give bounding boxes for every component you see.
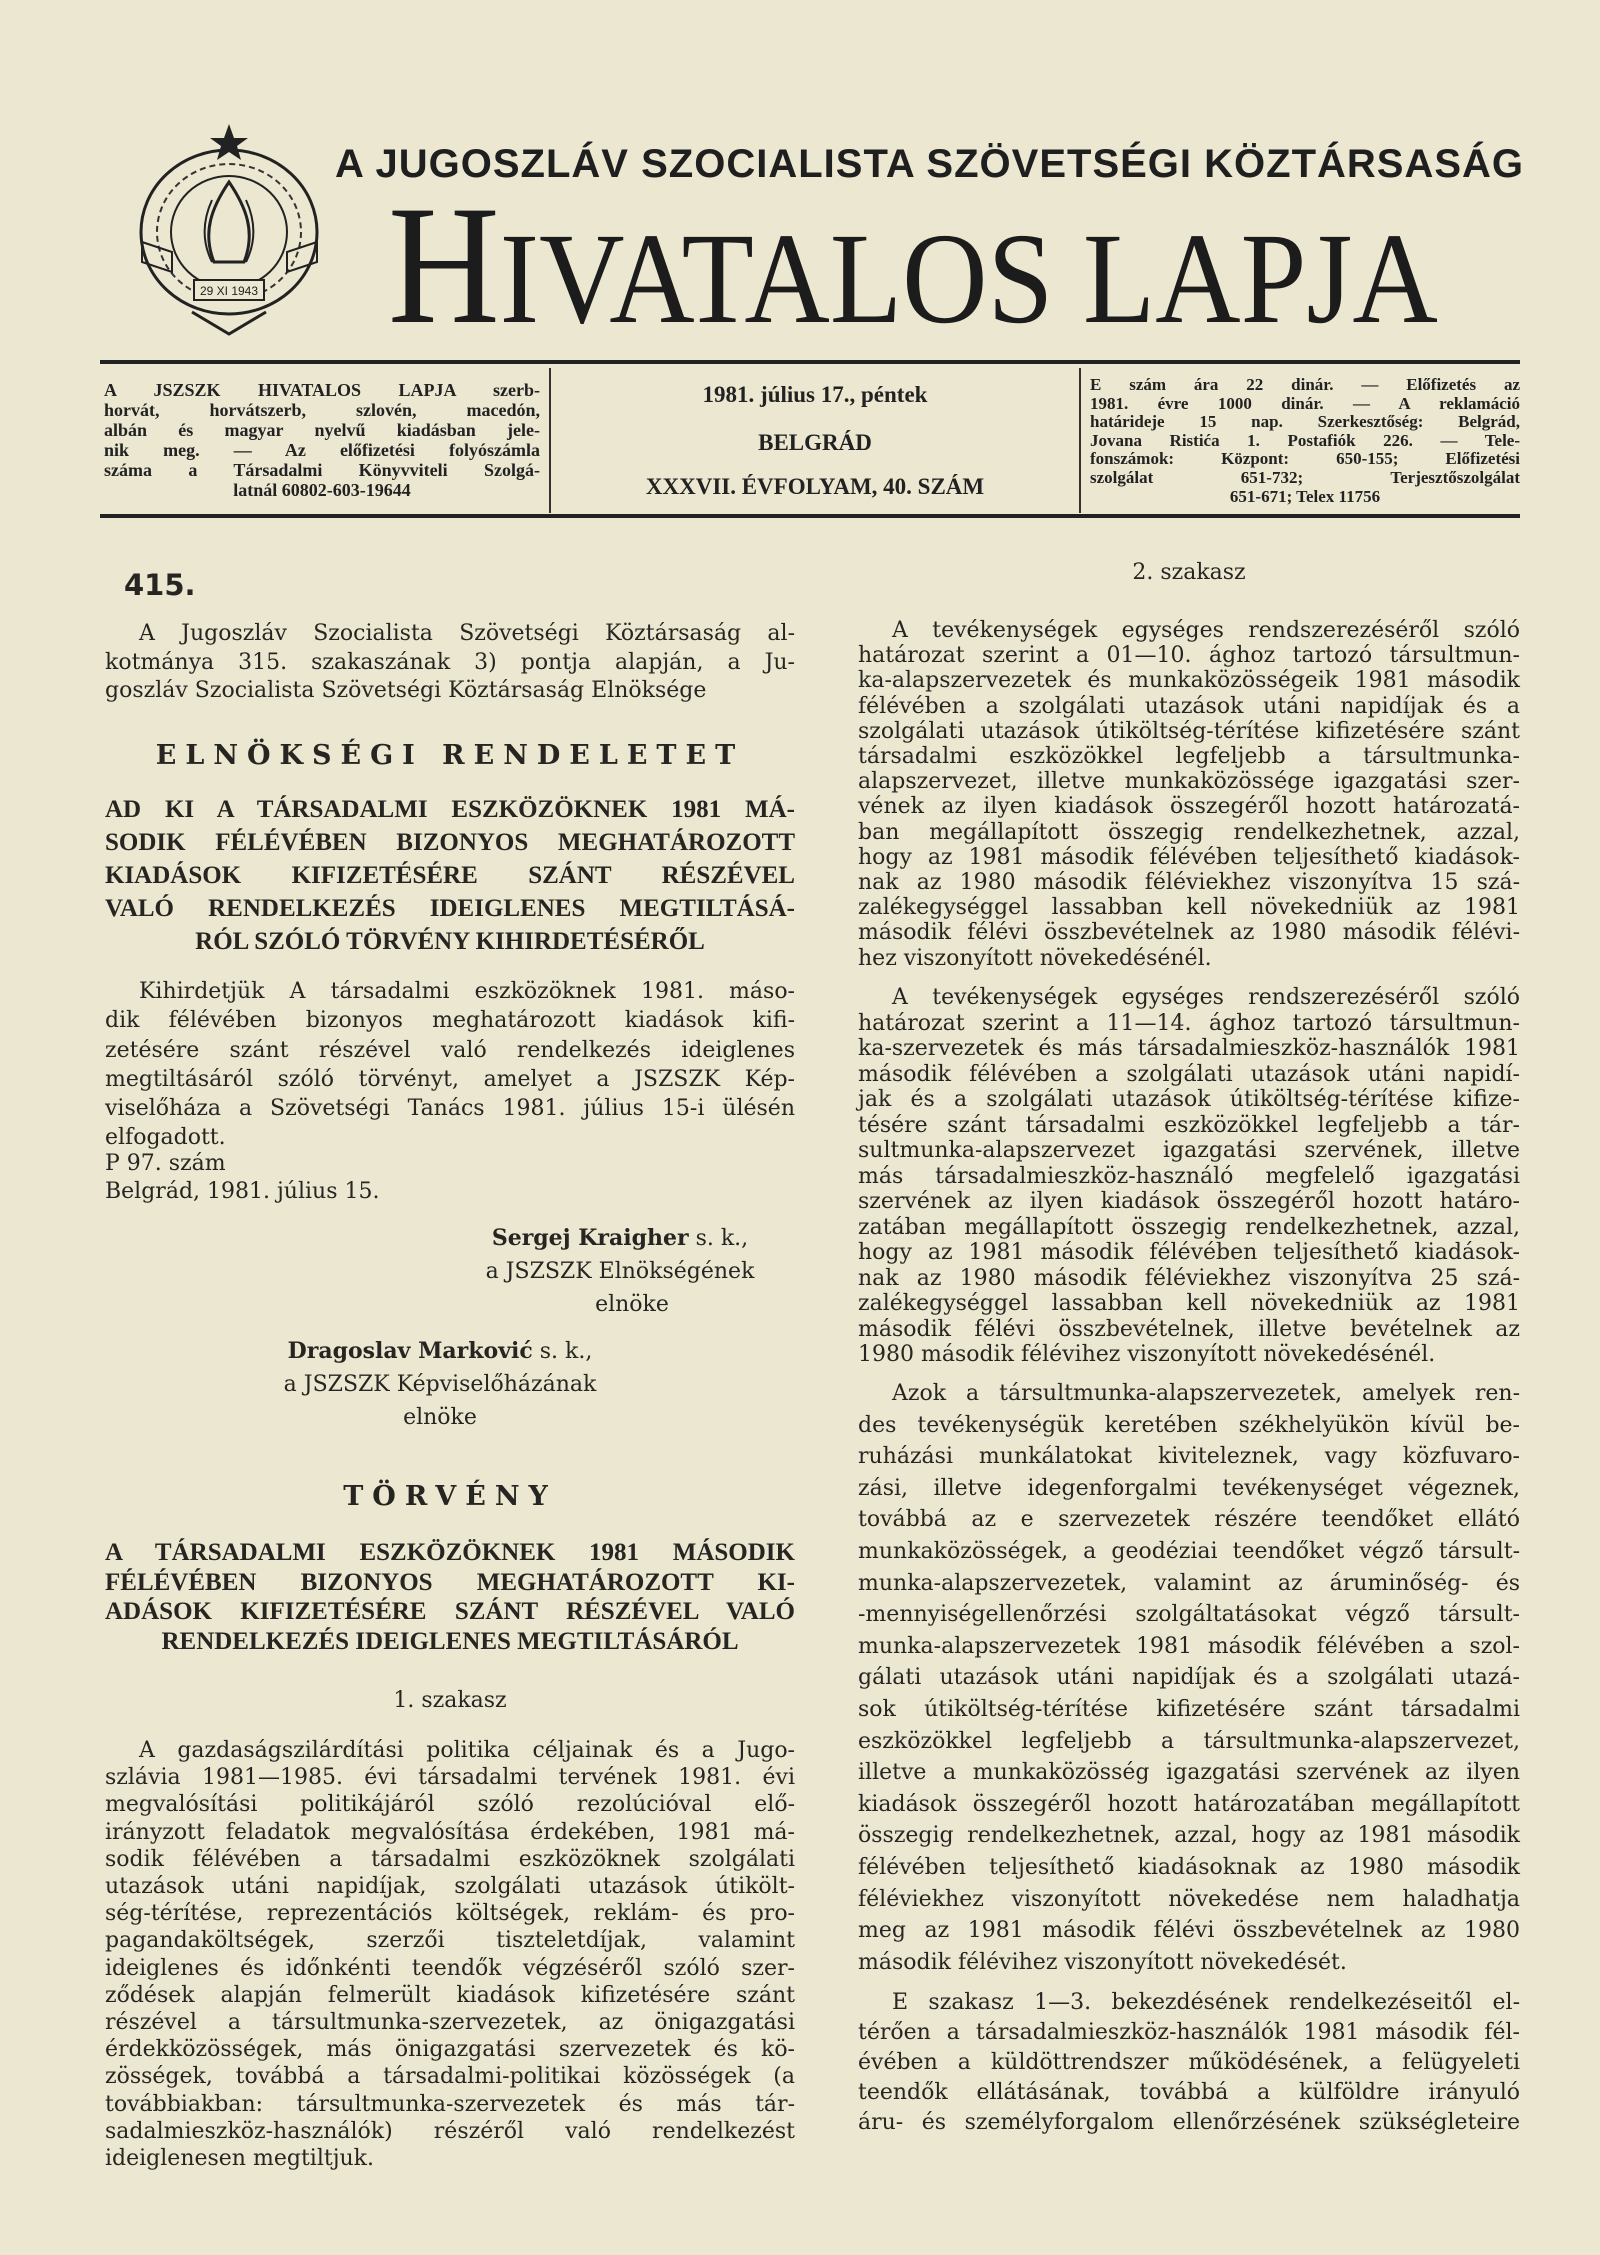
text-line: ideiglenes és időnkénti teendők végzéséről szóló szer- [105, 1955, 795, 1981]
text-line: zalékegységgel lassabban kell növekedniük az 1981 [858, 895, 1520, 921]
crest-date-ribbon: 29 XI 1943 [199, 284, 259, 298]
text-line: 1980 második félévihez viszonyított növekedésénél. [858, 1342, 1436, 1367]
item-number: 415. [124, 568, 196, 602]
text-line: határozat szerint a 01—10. ághoz tartozó társultmun- [858, 643, 1520, 669]
text-line: ka-szervezetek és más társadalmieszköz-használók 1981 [858, 1036, 1520, 1061]
text-line: jak és a szolgálati utazások útiköltség-térítése kifize- [858, 1087, 1520, 1112]
section-2-heading: 2. szakasz [1132, 560, 1246, 585]
text-line: munka-alapszervezetek, valamint az áruminőség- és [858, 1570, 1520, 1596]
text-line: félévében a szolgálati utazások utáni napidíjak és a [858, 693, 1520, 719]
text-line: RENDELKEZÉS IDEIGLENES MEGTILTÁSÁRÓL [161, 1627, 739, 1655]
text-line: zösségek, továbbá a társadalmi-politikai közösségek (a [105, 2064, 795, 2090]
text-line: utazások utáni napidíjak, szolgálati utazások útikölt- [105, 1874, 795, 1900]
reference-block [105, 1150, 379, 1206]
text-line: második félévében a szolgálati utazások utáni napidí- [858, 1061, 1520, 1087]
text-line: érdekközösségek, más önigazgatási szervezetek és kö- [105, 2037, 795, 2063]
signatory-title: elnöke [403, 1405, 477, 1430]
issue-date: 1981. július 17., péntek [702, 382, 928, 407]
issue-number: XXXVII. ÉVFOLYAM, 40. SZÁM [645, 474, 985, 499]
text-line: szolgálati utazások útiköltség-térítése kifizetésére szánt [858, 718, 1520, 744]
text-line: des tevékenységük keretében székhelyükön kívül be- [858, 1412, 1520, 1438]
law-heading: TÖRVÉNY [343, 1481, 557, 1512]
header-top-rule [100, 360, 1520, 364]
text-line: ban megállapított összegig rendelkezhetnek, azzal, [858, 819, 1520, 845]
section-2-paragraph-3 [858, 1378, 1520, 1978]
signature-suffix: s. k., [695, 1226, 749, 1251]
section-2-paragraph-2 [858, 985, 1520, 1368]
price-contact-info [1090, 376, 1520, 506]
signatory-role: a JSZSZK Képviselőházának [283, 1372, 597, 1397]
text-line: -mennyiségellenőrzési szolgáltatásokat végző társult- [858, 1602, 1520, 1628]
section-2-paragraph-4 [858, 1988, 1520, 2138]
intro-paragraph [105, 620, 795, 706]
text-line: félévében teljesíthető kiadásoknak az 1980 második [858, 1854, 1520, 1880]
text-line: KIADÁSOK KIFIZETÉSÉRE SZÁNT RÉSZÉVEL [105, 862, 795, 889]
signature-block [250, 1335, 630, 1434]
text-line: FÉLÉVÉBEN BIZONYOS MEGHATÁROZOTT KI- [105, 1568, 795, 1596]
text-line: VALÓ RENDELKEZÉS IDEIGLENES MEGTILTÁSÁ- [105, 895, 795, 922]
text-line: más társadalmieszköz-használó megfelelő igazgatási [858, 1163, 1520, 1189]
signature-suffix: s. k., [539, 1339, 593, 1364]
text-line: zási, illetve idegenforgalmi tevékenységet végeznek, [858, 1475, 1520, 1501]
text-line: fonszámok: Központ: 650-155; Előfizetési [1090, 449, 1520, 469]
text-line: Jovana Ristića 1. Postafiók 226. — Tele- [1090, 430, 1520, 450]
text-line: sodik félévében a társadalmi eszközöknek szolgálati [105, 1846, 795, 1872]
text-line: ADÁSOK KIFIZETÉSÉRE SZÁNT RÉSZÉVEL VALÓ [105, 1598, 795, 1625]
text-line: alapszervezet, illetve munkaközössége igazgatási szer- [858, 769, 1520, 795]
text-line: részével a társultmunka-szervezetek, az önigazgatási [105, 2010, 795, 2036]
header-bottom-rule [100, 514, 1520, 518]
decree-title [105, 793, 795, 958]
text-line: továbbá az e szervezetek részére teendőket ellátó [858, 1507, 1520, 1533]
text-line: eszközökkel legfeljebb a társultmunka-alapszervezet, [858, 1728, 1520, 1754]
text-line: szolgálat 651-732; Terjesztőszolgálat [1090, 467, 1520, 487]
text-line: zalékegységgel lassabban kell növekedniük az 1981 [858, 1291, 1520, 1316]
signatory-name: Dragoslav Marković [287, 1338, 533, 1364]
place-and-date: Belgrád, 1981. július 15. [105, 1179, 380, 1204]
subscription-info [104, 380, 540, 500]
text-line: nak az 1980 második féléviekhez viszonyítva 25 szá- [858, 1265, 1520, 1291]
text-line: SODIK FÉLÉVÉBEN BIZONYOS MEGHATÁROZOTT [105, 829, 795, 856]
text-line: kiadások összegéről hozott határozatában megállapított [858, 1791, 1520, 1817]
text-line: kotmánya 315. szakaszának 3) pontja alapján, a Ju- [105, 649, 795, 675]
text-line: társadalmi eszközökkel legfeljebb a társultmunka- [858, 744, 1520, 770]
text-line: gálati utazások utáni napidíjak és a szolgálati utazá- [858, 1665, 1520, 1691]
text-line: AD KI A TÁRSADALMI ESZKÖZÖKNEK 1981 MÁ- [105, 796, 795, 823]
text-line: RÓL SZÓLÓ TÖRVÉNY KIHIRDETÉSÉRŐL [195, 928, 705, 955]
text-line: megvalósítási politikájáról szóló rezolúcióval elő- [105, 1792, 795, 1818]
decree-heading: ELNÖKSÉGI RENDELETET [155, 740, 745, 771]
coat-of-arms-logo [132, 122, 327, 337]
header-divider [1079, 368, 1081, 513]
text-line: pagandaköltségek, szerzői tiszteletdíjak, valamint [105, 1928, 795, 1954]
signature-block [440, 1222, 800, 1321]
text-line: A TÁRSADALMI ESZKÖZÖKNEK 1981 MÁSODIK [105, 1539, 795, 1566]
text-line: ka-alapszervezetek és munkaközösségeik 1981 második [858, 668, 1520, 694]
text-line: ruházási munkálatokat kiviteleznek, vagy közfuvaro- [858, 1444, 1520, 1470]
text-line: dik félévében bizonyos meghatározott kiadások kifi- [105, 1008, 795, 1034]
text-line: összegig rendelkezhetnek, azzal, hogy az 1981 második [858, 1823, 1520, 1849]
text-line: A tevékenységek egységes rendszerezéséről szóló [892, 985, 1520, 1010]
text-line: zetésére szánt részével való rendelkezés ideiglenes [105, 1037, 795, 1063]
text-line: ződések alapján felmerült kiadások kifizetésére szánt [105, 1982, 795, 2008]
issue-city: BELGRÁD [758, 430, 872, 455]
text-line: tésére szánt társadalmi eszközökkel legfeljebb a tár- [858, 1112, 1520, 1138]
text-line: E szám ára 22 dinár. — Előfizetés az [1090, 375, 1520, 394]
text-line: második félévi összbevételnek, illetve bevételnek az [858, 1316, 1520, 1342]
text-line: A gazdaságszilárdítási politika céljainak és a Jugo- [139, 1738, 795, 1763]
section-2-paragraph-1 [858, 618, 1520, 971]
text-line: ideiglenesen megtiltjuk. [105, 2146, 375, 2172]
issue-info [552, 368, 1078, 508]
text-line: 651-671; Telex 11756 [1229, 486, 1381, 506]
reference-number: P 97. szám [105, 1151, 226, 1176]
text-line: továbbiakban: társultmunka-szervezetek és más tár- [105, 2091, 795, 2117]
text-line: évében a küldöttrendszer működésének, a felügyeleti [858, 2050, 1520, 2075]
text-line: illetve a munkaközösség igazgatási szervének az ilyen [858, 1760, 1520, 1786]
signatory-role: a JSZSZK Elnökségének [485, 1259, 755, 1284]
text-line: második félévi összbevételnek az 1980 második félévi- [858, 920, 1520, 946]
text-line: elfogadott. [105, 1125, 226, 1151]
promulgation-paragraph [105, 977, 795, 1153]
text-line: hez viszonyított növekedésénél. [858, 945, 1212, 971]
signatory-title: elnöke [595, 1292, 669, 1317]
flame-icon [209, 182, 250, 262]
text-line: sadalmieszköz-használók) részéről való rendelkezést [105, 2118, 795, 2144]
text-line: nak az 1980 második féléviekhez viszonyítva 15 szá- [858, 870, 1520, 896]
text-line: zatában megállapított összegig rendelkezhetnek, azzal, [858, 1214, 1520, 1240]
text-line: szlávia 1981—1985. évi társadalmi tervének 1981. évi [105, 1765, 795, 1791]
text-line: latnál 60802-603-19644 [233, 480, 411, 500]
header-divider [549, 368, 551, 513]
text-line: meg az 1981 második félévi összbevételnek az 1980 [858, 1918, 1520, 1944]
title-rest: IVATALOS LAPJA [499, 207, 1438, 351]
text-line: szervének az ilyen kiadások összegéről hozott határo- [858, 1189, 1520, 1214]
text-line: ség-térítése, reprezentációs költségek, reklám- és pro- [105, 1901, 795, 1927]
text-line: vének az ilyen kiadások összegéről hozott határozatá- [858, 794, 1520, 820]
text-line: A JSZSZK HIVATALOS LAPJA szerb- [104, 380, 540, 400]
text-line: A Jugoszláv Szocialista Szövetségi Köztársaság al- [139, 621, 795, 646]
text-line: féléviekhez viszonyított növekedése nem haladhatja [858, 1886, 1520, 1912]
text-line: viselőháza a Szövetségi Tanács 1981. július 15-i ülésén [105, 1096, 795, 1122]
section-1-heading: 1. szakasz [393, 1688, 507, 1713]
text-line: irányzott feladatok megvalósítása érdekében, 1981 má- [105, 1819, 795, 1845]
text-line: térően a társadalmieszköz-használók 1981 második fél- [858, 2020, 1520, 2045]
text-line: sultmunka-alapszervezet igazgatási szervének, illetve [858, 1138, 1520, 1163]
text-line: száma a Társadalmi Könyvviteli Szolgá- [104, 460, 540, 480]
text-line: A tevékenységek egységes rendszerezéséről szóló [892, 618, 1520, 643]
text-line: áru- és személyforgalom ellenőrzésének szükségleteire [858, 2110, 1520, 2135]
text-line: munkaközösségek, a geodéziai teendőket végző társult- [858, 1538, 1520, 1564]
section-1-paragraph [105, 1737, 795, 2172]
text-line: hogy az 1981 második félévében teljesíthető kiadások- [858, 844, 1520, 870]
text-line: E szakasz 1—3. bekezdésének rendelkezéseitől el- [892, 1990, 1520, 2015]
text-line: teendők ellátásának, továbbá a külföldre irányuló [858, 2080, 1520, 2105]
text-line: megtiltásáról szóló törvényt, amelyet a JSZSZK Kép- [105, 1066, 795, 1092]
signatory-name: Sergej Kraigher [491, 1225, 689, 1251]
text-line: nik meg. — Az előfizetési folyószámla [104, 440, 540, 460]
text-line: horvát, horvátszerb, szlovén, macedón, [104, 400, 540, 420]
masthead-subtitle: A JUGOSZLÁV SZOCIALISTA SZÖVETSÉGI KÖZTÁRSASÁG [335, 142, 1525, 186]
text-line: Azok a társultmunka-alapszervezetek, amelyek ren- [892, 1381, 1520, 1406]
text-line: hogy az 1981 második félévében teljesíthető kiadások- [858, 1240, 1520, 1265]
text-line: albán és magyar nyelvű kiadásban jele- [104, 420, 540, 440]
text-line: Kihirdetjük A társadalmi eszközöknek 1981. máso- [139, 979, 795, 1004]
text-line: sok útiköltség-térítése kifizetésére szánt társadalmi [858, 1696, 1520, 1722]
text-line: 1981. évre 1000 dinár. — A reklamáció [1090, 393, 1520, 413]
text-line: goszláv Szocialista Szövetségi Köztársaság Elnöksége [105, 678, 707, 703]
text-line: határideje 15 nap. Szerkesztőség: Belgrád, [1090, 412, 1520, 432]
law-title [105, 1538, 795, 1656]
text-line: második félévihez viszonyított növekedését. [858, 1949, 1347, 1975]
masthead-title [388, 171, 1438, 359]
text-line: határozat szerint a 11—14. ághoz tartozó társultmun- [858, 1010, 1520, 1036]
title-initial: H [388, 171, 500, 359]
text-line: munka-alapszervezetek 1981 második félévében a szol- [858, 1633, 1520, 1659]
star-icon [210, 124, 248, 160]
